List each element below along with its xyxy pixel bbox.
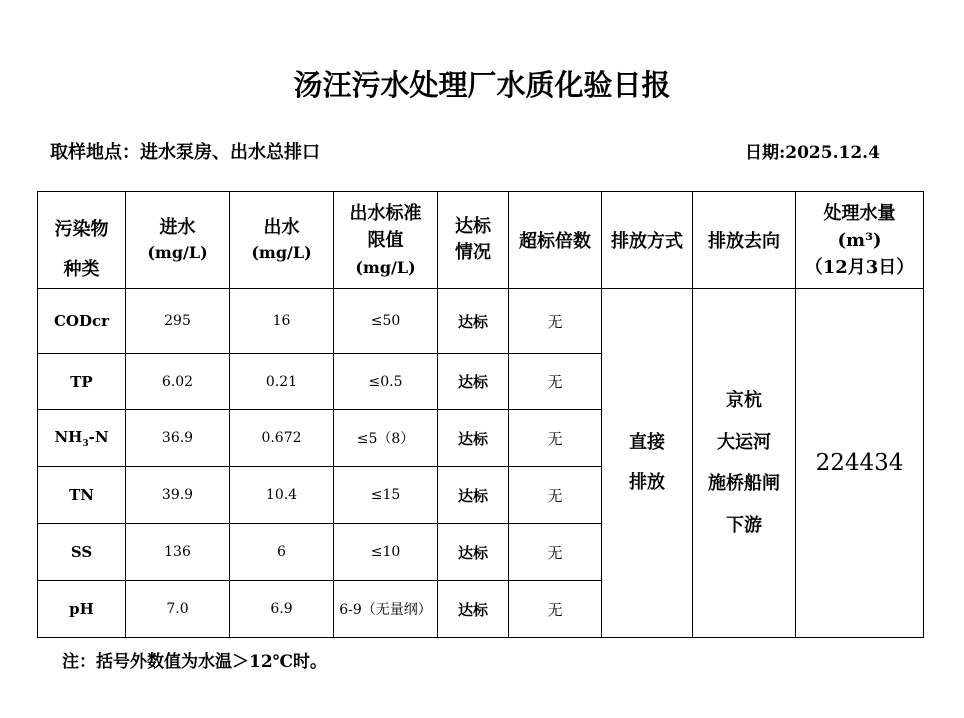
effluent-value: 16	[230, 289, 334, 354]
header-pollutant-text	[38, 210, 125, 290]
discharge-mode-line: 排放	[629, 472, 665, 493]
header-compliance-line: 情况	[455, 242, 491, 263]
pollutant-name-tail: -N	[88, 427, 109, 446]
limit-value: ≤0.5	[334, 354, 438, 410]
compliance-status: 达标	[438, 581, 509, 638]
header-pollutant	[38, 192, 126, 289]
influent-value: 7.0	[126, 581, 230, 638]
header-treated-volume	[796, 192, 924, 289]
limit-value: ≤10	[334, 524, 438, 581]
header-volume-unit: (m³)	[837, 229, 882, 251]
compliance-status: 达标	[438, 289, 509, 354]
limit-value: ≤15	[334, 467, 438, 524]
header-row	[38, 192, 924, 289]
effluent-value: 6.9	[230, 581, 334, 638]
influent-value: 36.9	[126, 410, 230, 467]
report-title: 汤汪污水处理厂水质化验日报	[293, 68, 671, 102]
exceed-factor: 无	[509, 524, 602, 581]
header-influent-label: 进水	[159, 217, 196, 238]
discharge-destination-cell	[693, 289, 796, 638]
limit-value: ≤5（8）	[334, 410, 438, 467]
header-limit-unit: (mg/L)	[355, 257, 416, 277]
pollutant-name: TN	[38, 467, 126, 524]
limit-value: ≤50	[334, 289, 438, 354]
compliance-status: 达标	[438, 410, 509, 467]
header-compliance-line: 达标	[455, 216, 491, 237]
header-limit-line: 限值	[367, 229, 404, 251]
header-compliance	[438, 192, 509, 289]
header-limit-line: 出水标准	[349, 202, 422, 224]
pollutant-name: pH	[38, 581, 126, 638]
limit-value: 6-9（无量纲）	[334, 581, 438, 638]
influent-value: 6.02	[126, 354, 230, 410]
exceed-factor: 无	[509, 410, 602, 467]
compliance-status: 达标	[438, 467, 509, 524]
pollutant-name-main: NH	[54, 427, 83, 446]
influent-value: 39.9	[126, 467, 230, 524]
sampling-location: 取样地点：进水泵房、出水总排口	[50, 142, 320, 163]
pollutant-name: SS	[38, 524, 126, 581]
effluent-value: 0.21	[230, 354, 334, 410]
pollutant-name	[38, 410, 126, 467]
header-effluent	[230, 192, 334, 289]
exceed-factor: 无	[509, 354, 602, 410]
header-influent-unit: (mg/L)	[147, 243, 208, 262]
report-date: 日期:2025.12.4	[745, 143, 880, 163]
discharge-destination-line: 京杭	[726, 390, 762, 411]
header-limit	[334, 192, 438, 289]
treated-volume-value: 224434	[796, 289, 924, 638]
exceed-factor: 无	[509, 289, 602, 354]
header-influent	[126, 192, 230, 289]
influent-value: 295	[126, 289, 230, 354]
header-effluent-label: 出水	[263, 217, 300, 238]
exceed-factor: 无	[509, 581, 602, 638]
discharge-destination-line: 施桥船闸	[708, 473, 780, 494]
compliance-status: 达标	[438, 524, 509, 581]
water-quality-table	[37, 191, 924, 638]
header-pollutant-line: 污染物	[54, 219, 109, 240]
pollutant-name-subscript: 3	[82, 438, 89, 449]
header-volume-label: 处理水量	[823, 202, 896, 224]
effluent-value: 0.672	[230, 410, 334, 467]
header-pollutant-line: 种类	[63, 259, 100, 280]
header-discharge-destination: 排放去向	[693, 192, 796, 289]
effluent-value: 10.4	[230, 467, 334, 524]
header-discharge-mode: 排放方式	[602, 192, 693, 289]
compliance-status: 达标	[438, 354, 509, 410]
discharge-destination-line: 大运河	[717, 431, 771, 453]
header-effluent-unit: (mg/L)	[251, 243, 312, 262]
effluent-value: 6	[230, 524, 334, 581]
discharge-mode-line: 直接	[629, 432, 665, 453]
discharge-mode-cell	[602, 289, 693, 638]
table-row	[38, 289, 924, 354]
discharge-destination-line: 下游	[726, 514, 762, 536]
header-volume-date: （12月3日）	[804, 256, 915, 278]
pollutant-name: TP	[38, 354, 126, 410]
pollutant-name: CODcr	[38, 289, 126, 354]
header-exceed-factor: 超标倍数	[509, 192, 602, 289]
influent-value: 136	[126, 524, 230, 581]
exceed-factor: 无	[509, 467, 602, 524]
footnote: 注：括号外数值为水温＞12℃时。	[62, 652, 328, 672]
